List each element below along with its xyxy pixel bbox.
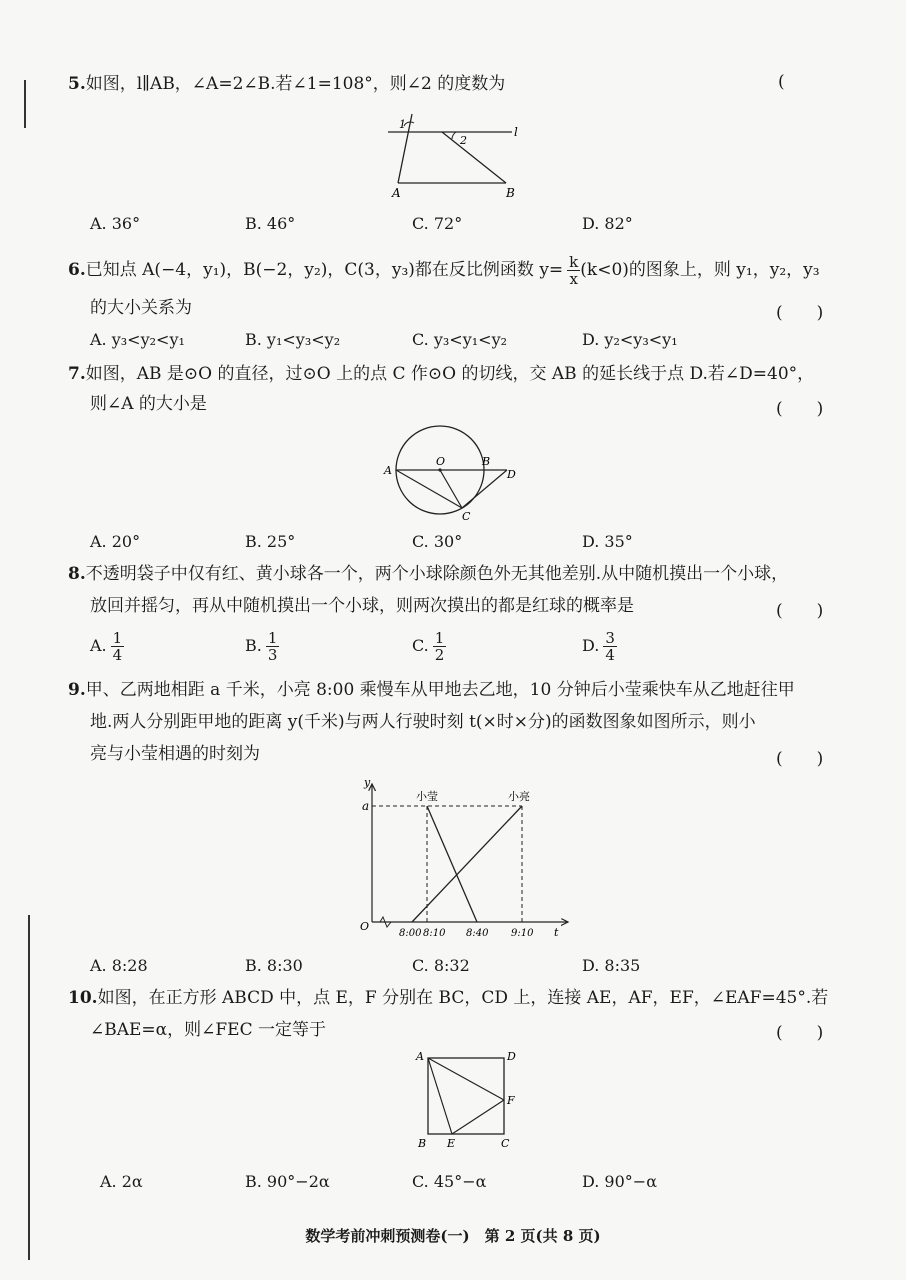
svg-text:8:10: 8:10 bbox=[423, 928, 446, 939]
q8-option-b[interactable]: B. $\frac{1}{3}$ bbox=[245, 629, 278, 664]
q9-option-b[interactable]: B. 8:30 bbox=[245, 956, 303, 975]
svg-text:D: D bbox=[507, 468, 516, 481]
q9-stem: 9.甲、乙两地相距 a 千米，小亮 8:00 乘慢车从甲地去乙地，10 分钟后小莹乘快车从乙地赶往甲 bbox=[68, 680, 795, 700]
q10-figure bbox=[412, 1048, 524, 1154]
q7-option-c[interactable]: C. 30° bbox=[412, 532, 463, 551]
q5-option-c[interactable]: C. 72° bbox=[412, 214, 463, 233]
q7-stem-line2: 则∠A 的大小是 bbox=[90, 394, 207, 414]
q9-option-d[interactable]: D. 8:35 bbox=[582, 956, 641, 975]
q10-option-b[interactable]: B. 90°−2α bbox=[245, 1172, 330, 1191]
q10-option-c[interactable]: C. 45°−α bbox=[412, 1172, 487, 1191]
svg-text:D: D bbox=[507, 1050, 516, 1063]
q10-stem-line2: ∠BAE=α，则∠FEC 一定等于 bbox=[90, 1020, 327, 1040]
svg-text:小亮: 小亮 bbox=[508, 790, 530, 803]
q5-option-a[interactable]: A. 36° bbox=[90, 214, 141, 233]
binding-line-top bbox=[24, 80, 26, 128]
q7-stem: 7.如图，AB 是⊙O 的直径，过⊙O 上的点 C 作⊙O 的切线，交 AB 的延长线于点 D.若∠D=40°， bbox=[68, 364, 815, 384]
q5-option-b[interactable]: B. 46° bbox=[245, 214, 296, 233]
q6-fraction: $\frac{k}{x}$ bbox=[569, 253, 579, 288]
q5-answer-paren: ( bbox=[778, 72, 785, 92]
q6-option-c[interactable]: C. y₃<y₁<y₂ bbox=[412, 330, 508, 349]
q7-option-a[interactable]: A. 20° bbox=[90, 532, 141, 551]
svg-text:2: 2 bbox=[460, 134, 467, 147]
q7-answer-paren: ( ) bbox=[776, 399, 824, 419]
svg-text:F: F bbox=[507, 1094, 515, 1107]
q9-graph bbox=[350, 776, 580, 946]
svg-text:t: t bbox=[554, 926, 559, 939]
svg-text:O: O bbox=[360, 920, 370, 933]
q8-option-a[interactable]: A. $\frac{1}{4}$ bbox=[90, 629, 123, 664]
svg-text:y: y bbox=[364, 776, 371, 789]
q5-figure bbox=[380, 108, 530, 200]
q6-stem: 6.已知点 A(−4，y₁)，B(−2，y₂)，C(3，y₃)都在反比例函数 y= $\frac{k}{x}$ (k<0)的图象上，则 y₁，y₂，y₃ bbox=[68, 253, 820, 288]
svg-text:A: A bbox=[384, 464, 392, 477]
svg-text:A: A bbox=[392, 186, 401, 200]
q9-option-a[interactable]: A. 8:28 bbox=[90, 956, 148, 975]
q10-option-d[interactable]: D. 90°−α bbox=[582, 1172, 657, 1191]
q10-stem: 10.如图，在正方形 ABCD 中，点 E，F 分别在 BC，CD 上，连接 AE，AF，EF，∠EAF=45°.若 bbox=[68, 988, 829, 1008]
svg-text:1: 1 bbox=[399, 118, 406, 131]
q9-stem-line3: 亮与小莹相遇的时刻为 bbox=[90, 744, 260, 764]
q5-option-d[interactable]: D. 82° bbox=[582, 214, 633, 233]
svg-text:小莹: 小莹 bbox=[416, 790, 438, 803]
q10-answer-paren: ( ) bbox=[776, 1023, 824, 1043]
svg-text:a: a bbox=[362, 799, 370, 813]
q8-answer-paren: ( ) bbox=[776, 601, 824, 621]
svg-text:C: C bbox=[462, 510, 471, 522]
q7-figure bbox=[380, 422, 530, 522]
svg-text:B: B bbox=[418, 1137, 427, 1150]
q9-option-c[interactable]: C. 8:32 bbox=[412, 956, 470, 975]
svg-text:9:10: 9:10 bbox=[511, 928, 534, 939]
q6-stem-line2: 的大小关系为 bbox=[90, 298, 192, 318]
svg-text:l: l bbox=[514, 125, 518, 139]
q5-stem: 5.如图，l∥AB，∠A=2∠B.若∠1=108°，则∠2 的度数为 bbox=[68, 74, 506, 94]
svg-text:C: C bbox=[501, 1137, 510, 1150]
q6-option-a[interactable]: A. y₃<y₂<y₁ bbox=[90, 330, 185, 349]
q6-option-d[interactable]: D. y₂<y₃<y₁ bbox=[582, 330, 678, 349]
q8-option-d[interactable]: D. $\frac{3}{4}$ bbox=[582, 629, 615, 664]
q6-option-b[interactable]: B. y₁<y₃<y₂ bbox=[245, 330, 341, 349]
q10-option-a[interactable]: A. 2α bbox=[100, 1172, 143, 1191]
q8-stem: 8.不透明袋子中仅有红、黄小球各一个，两个小球除颜色外无其他差别.从中随机摸出一个小球， bbox=[68, 564, 789, 584]
q9-answer-paren: ( ) bbox=[776, 749, 824, 769]
svg-text:O: O bbox=[436, 455, 446, 468]
q6-answer-paren: ( ) bbox=[776, 303, 824, 323]
svg-text:B: B bbox=[506, 186, 515, 200]
svg-text:8:40: 8:40 bbox=[466, 928, 489, 939]
q8-option-c[interactable]: C. $\frac{1}{2}$ bbox=[412, 629, 445, 664]
q9-stem-line2: 地.两人分别距甲地的距离 y(千米)与两人行驶时刻 t(×时×分)的函数图象如图所示，则小 bbox=[90, 712, 756, 732]
svg-text:E: E bbox=[447, 1137, 456, 1150]
svg-text:B: B bbox=[482, 455, 491, 468]
q8-stem-line2: 放回并摇匀，再从中随机摸出一个小球，则两次摸出的都是红球的概率是 bbox=[90, 596, 634, 616]
svg-text:8:00: 8:00 bbox=[399, 928, 422, 939]
q7-option-b[interactable]: B. 25° bbox=[245, 532, 296, 551]
binding-line-bottom bbox=[28, 915, 30, 1260]
svg-text:A: A bbox=[416, 1050, 424, 1063]
page-footer: 数学考前冲刺预测卷(一) 第 2 页(共 8 页) bbox=[305, 1227, 601, 1245]
q7-option-d[interactable]: D. 35° bbox=[582, 532, 633, 551]
